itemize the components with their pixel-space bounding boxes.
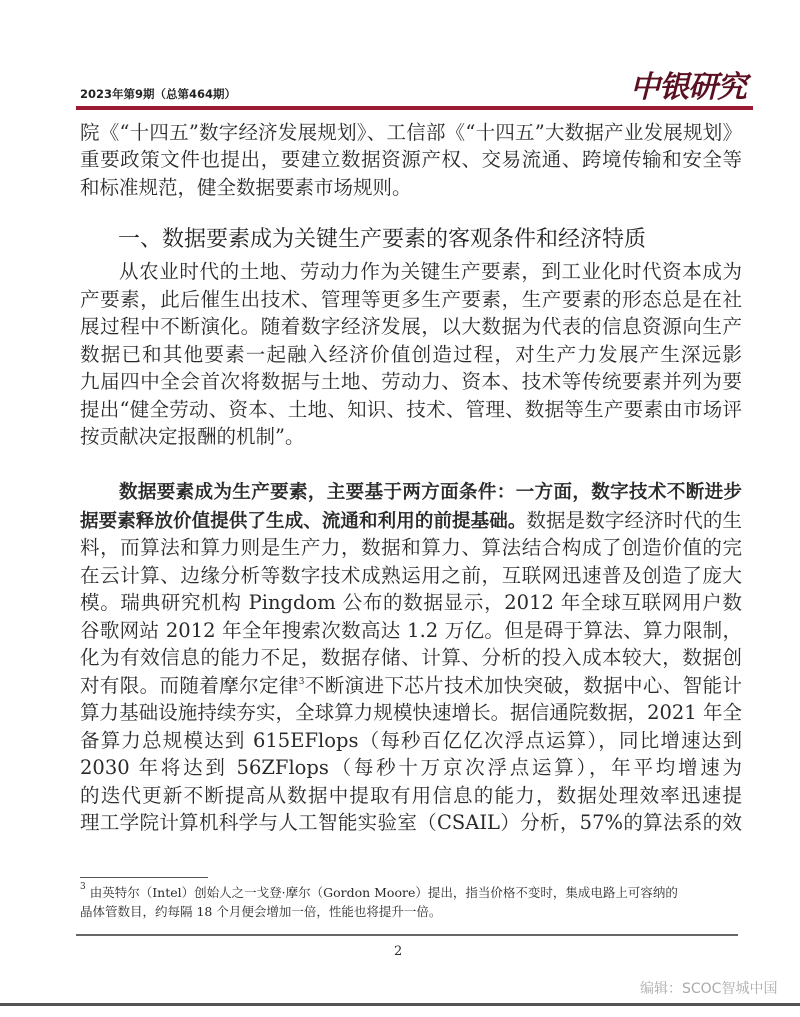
footnote-line: 晶体管数目，约每隔 18 个月便会增加一倍，性能也将提升一倍。 xyxy=(80,904,442,919)
body-line: 的迭代更新不断提高从数据中提取有用信息的能力，数据处理效率迅速提 xyxy=(80,783,742,807)
body-line: 重要政策文件也提出，要建立数据资源产权、交易流通、跨境传输和安全等 xyxy=(80,148,742,171)
body-line: 备算力总规模达到 615EFlops（每秒百亿亿次浮点运算），同比增速达到 xyxy=(80,728,742,752)
body-line xyxy=(80,672,742,700)
body-line: 料，而算法和算力则是生产力，数据和算力、算法结合构成了创造价值的完 xyxy=(80,536,742,559)
body-line: 数据已和其他要素一起融入经济价值创造过程，对生产力发展产生深远影 xyxy=(80,342,742,366)
body-line: 产要素，此后催生出技术、管理等更多生产要素，生产要素的形态总是在社 xyxy=(80,287,742,311)
body-line: 2030 年将达到 56ZFlops（每秒十万京次浮点运算），年平均增速为 xyxy=(80,756,742,779)
body-line: 理工学院计算机科学与人工智能实验室（CSAIL）分析，57%的算法系的效 xyxy=(80,811,742,834)
body-line: 按贡献决定报酬的机制”。 xyxy=(80,425,305,448)
body-line: 谷歌网站 2012 年全年搜索次数高达 1.2 万亿。但是碍于算法、算力限制， xyxy=(80,618,742,642)
body-line: 模。瑞典研究机构 Pingdom 公布的数据显示，2012 年全球互联网用户数 xyxy=(80,591,742,614)
bottom-border xyxy=(0,1003,800,1006)
footnote-line xyxy=(80,884,740,902)
body-line xyxy=(80,507,742,535)
footnote-ref[interactable]: 3 xyxy=(298,676,305,687)
body-line: 算力基础设施持续夯实，全球算力规模快速增长。据信通院数据，2021 年全 xyxy=(80,701,742,724)
text: 不断演进下芯片技术加快突破，数据中心、智能计 xyxy=(304,673,742,697)
body-line: 院《“十四五”数字经济发展规划》、工信部《“十四五”大数据产业发展规划》 xyxy=(80,121,742,144)
editor-watermark: 编辑：SCOC智城中国 xyxy=(640,981,778,997)
header-divider xyxy=(76,106,753,110)
body-line: 在云计算、边缘分析等数字技术成熟运用之前，互联网迅速普及创造了庞大 xyxy=(80,563,742,587)
body-line: 九届四中全会首次将数据与土地、劳动力、资本、技术等传统要素并列为要 xyxy=(80,370,742,393)
body-line: 和标准规范，健全数据要素市场规则。 xyxy=(80,176,412,199)
text: 由英特尔（Intel）创始人之一戈登·摩尔（Gordon Moore）提出，指当价格不变时，集成电路上可容纳的 xyxy=(89,885,678,900)
body-line: 从农业时代的土地、劳动力作为关键生产要素，到工业化时代资本成为 xyxy=(119,260,742,283)
text: 数据是数字经济时代的生 xyxy=(526,508,742,532)
footnote-mark: 3 xyxy=(80,882,86,892)
body-line: 展过程中不断演化。随着数字经济发展，以大数据为代表的信息资源向生产 xyxy=(80,315,742,338)
section-heading: 一、数据要素成为关键生产要素的客观条件和经济特质 xyxy=(118,227,647,252)
body-line: 提出“健全劳动、资本、土地、知识、技术、管理、数据等生产要素由市场评 xyxy=(80,397,742,421)
page-number: 2 xyxy=(394,944,403,959)
journal-logo: 中银研究 xyxy=(630,70,746,105)
body-line-bold: 数据要素成为生产要素，主要基于两方面条件：一方面，数字技术不断进步 xyxy=(119,482,742,503)
bold-text: 据要素释放价值提供了生成、流通和利用的前提基础。 xyxy=(80,510,527,532)
issue-header: 2023年第9期（总第464期） xyxy=(80,87,237,101)
footnote-divider xyxy=(80,877,208,878)
text: 对有限。而随着摩尔定律 xyxy=(80,673,299,697)
footer-divider xyxy=(76,934,738,936)
body-line: 化为有效信息的能力不足，数据存储、计算、分析的投入成本较大，数据创 xyxy=(80,646,742,669)
